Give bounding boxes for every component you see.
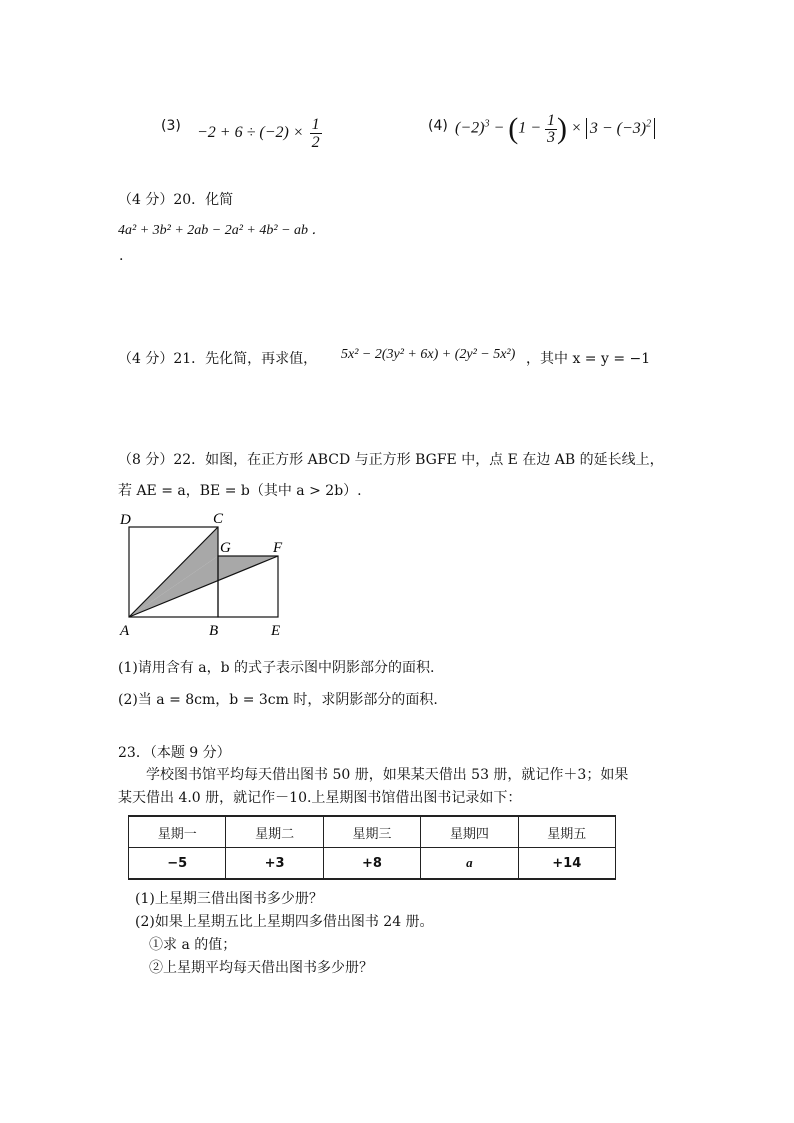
label-d: D [120, 512, 131, 528]
q20-header: （4 分）20．化简 [118, 192, 234, 208]
q23-header: 23．（本题 9 分） [118, 745, 231, 761]
q19-part4-exp-a: 3 [484, 118, 490, 130]
table-value-cell: +14 [518, 848, 615, 880]
q19-part4-frac-num: 1 [547, 111, 556, 129]
q22-line1: （8 分）22．如图，在正方形 ABCD 与正方形 BGFE 中，点 E 在边 AB 的延长线上， [118, 452, 664, 468]
table-value-cell: a [421, 848, 518, 880]
q19-part4-paren-close: ) [557, 112, 568, 145]
q22-sub1: (1)请用含有 a，b 的式子表示图中阴影部分的面积. [118, 660, 435, 676]
q19-part4-expression [455, 112, 655, 146]
q21-expression: 5x² − 2(3y² + 6x) + (2y² − 5x²) [341, 347, 516, 362]
table-value-cell: −5 [129, 848, 226, 880]
q19-part4-fraction [545, 113, 557, 146]
q23-sub1: (1)上星期三借出图书多少册？ [135, 891, 323, 907]
q21-header: （4 分）21．先化简，再求值， [118, 351, 318, 367]
q23-para2: 某天借出 4.0 册，就记作－10.上星期图书馆借出图书记录如下： [118, 790, 522, 806]
q23-sub2: (2)如果上星期五比上星期四多借出图书 24 册。 [135, 914, 434, 930]
q21-tail: ，其中 x = y = −1 [526, 351, 651, 367]
q19-part3-expression [197, 116, 322, 151]
q19-part3-fraction [310, 116, 322, 151]
borrow-record-table [128, 815, 616, 880]
label-g: G [220, 540, 231, 556]
q19-part4-abs [586, 118, 655, 139]
q19-part4-one: 1 − [518, 119, 542, 137]
label-e: E [271, 623, 281, 639]
q19-part4-exp-b: 2 [646, 118, 652, 130]
q23-sub2a: ①求 a 的值； [149, 937, 237, 953]
q22-figure [110, 505, 300, 645]
q19-part4-abs-inner: 3 − (−3) [589, 119, 647, 137]
q19-part4-label: (4) [428, 118, 448, 134]
table-header-cell: 星期二 [226, 816, 323, 848]
q23-sub2b: ②上星期平均每天借出图书多少册？ [149, 960, 373, 976]
q22-line2: 若 AE = a，BE = b（其中 a > 2b）. [118, 483, 362, 499]
table-header-cell: 星期四 [421, 816, 518, 848]
table-header-row [129, 816, 616, 848]
table-value-cell: +8 [323, 848, 420, 880]
q20-expression: 4a² + 3b² + 2ab − 2a² + 4b² − ab ． [118, 223, 326, 238]
q19-part3-frac-num: 1 [311, 116, 320, 133]
q19-part4-paren-open: ( [508, 112, 519, 145]
label-c: C [213, 511, 224, 527]
table-header-cell: 星期一 [129, 816, 226, 848]
q22-sub2: (2)当 a = 8cm，b = 3cm 时，求阴影部分的面积. [118, 692, 438, 708]
table-header-cell: 星期五 [518, 816, 615, 848]
q19-part4-base: (−2) [455, 119, 485, 137]
q20-dot: . [119, 248, 124, 264]
q19-part4-minus: − [493, 119, 505, 137]
label-a: A [120, 623, 130, 639]
q19-part4-frac-den: 3 [547, 128, 556, 146]
q23-para1: 学校图书馆平均每天借出图书 50 册，如果某天借出 53 册，就记作＋3；如果 [146, 767, 629, 783]
table-value-row [129, 848, 616, 880]
table-header-cell: 星期三 [323, 816, 420, 848]
q19-part3-main: −2 + 6 ÷ (−2) × [197, 124, 304, 142]
q19-part3-label: (3) [161, 118, 181, 134]
label-f: F [273, 540, 283, 556]
table-value-cell: +3 [226, 848, 323, 880]
q19-part4-times: × [571, 119, 582, 137]
label-b: B [209, 623, 219, 639]
q19-part3-frac-den: 2 [311, 134, 320, 151]
